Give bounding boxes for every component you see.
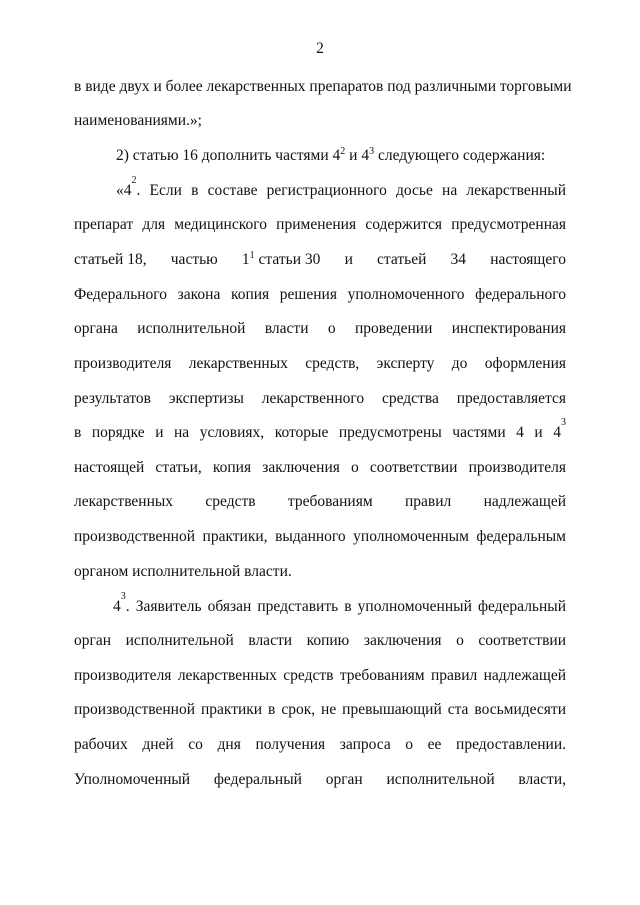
text-word: настоящего [490, 251, 566, 268]
text-line: наименованиями.»; [74, 112, 202, 129]
text-line: производственной практики в срок, не превышающий ста восьмидесяти [74, 701, 566, 718]
text-run: следующего содержания: [374, 147, 546, 164]
text-run: 1 [241, 251, 250, 268]
text-line [116, 146, 545, 166]
text-line [113, 591, 566, 617]
text-line: производителя лекарственных средств требованиям правил надлежащей [74, 667, 566, 684]
text-line: органом исполнительной власти. [74, 563, 292, 580]
superscript: 3 [561, 417, 566, 428]
text-run: 4 [113, 598, 121, 615]
text-line: орган исполнительной власти копию заключения о соответствии [74, 632, 566, 649]
text-line [74, 250, 566, 270]
superscript: 2 [340, 146, 346, 157]
text-line: органа исполнительной власти о проведении инспектирования [74, 320, 566, 337]
page-number: 2 [316, 40, 324, 57]
text-word: 34 [450, 251, 467, 268]
text-line: настоящей статьи, копия заключения о соответствии производителя [74, 459, 566, 476]
text-line: в виде двух и более лекарственных препаратов под различными торговыми [74, 78, 572, 95]
text-word: и [344, 251, 353, 268]
text-line: лекарственных средств требованиям правил надлежащей [74, 493, 566, 510]
superscript: 3 [120, 591, 126, 602]
text-run: 2) статью 16 дополнить частями 4 [116, 147, 341, 164]
text-run: в порядке и на условиях, которые предусмотрены частями 4 и 4 [74, 424, 561, 441]
text-line: рабочих дней со дня получения запроса о ее предоставлении. [74, 736, 566, 753]
text-line: Федерального закона копия решения уполномоченного федерального [74, 286, 566, 303]
text-run: . Если в составе регистрационного досье на лекарственный [136, 182, 566, 199]
text-word: статьей [377, 251, 427, 268]
text-run: «4 [116, 182, 132, 199]
superscript: 3 [369, 146, 375, 157]
text-run: и 4 [345, 147, 370, 164]
text-run: статьи 30 [254, 251, 321, 268]
text-word [242, 250, 320, 270]
superscript: 1 [249, 250, 255, 261]
text-word: частью [170, 251, 218, 268]
text-line: производственной практики, выданного уполномоченным федеральным [74, 528, 566, 545]
text-line: Уполномоченный федеральный орган исполнительной власти, [74, 771, 566, 788]
text-word: статьей 18, [74, 251, 147, 268]
text-line [116, 175, 566, 201]
text-line [74, 417, 566, 443]
superscript: 2 [131, 175, 137, 186]
text-line: результатов экспертизы лекарственного средства предоставляется [74, 390, 566, 407]
text-run: . Заявитель обязан представить в уполномоченный федеральный [125, 598, 566, 615]
text-line: производителя лекарственных средств, эксперту до оформления [74, 355, 566, 372]
text-line: препарат для медицинского применения содержится предусмотренная [74, 216, 566, 233]
